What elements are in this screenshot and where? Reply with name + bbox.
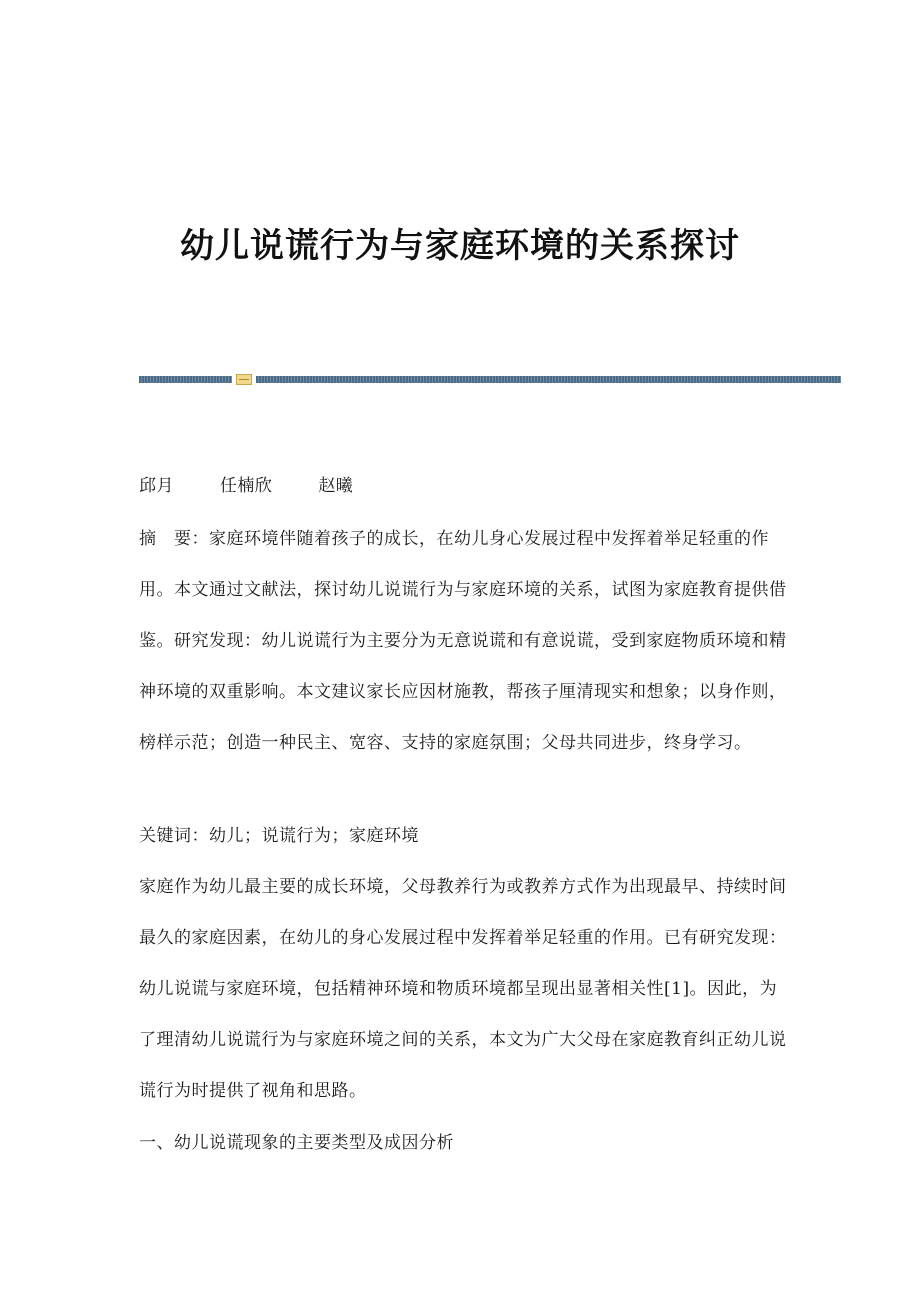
divider-bar-right xyxy=(256,376,841,383)
author-list xyxy=(139,461,789,512)
intro-paragraph: 家庭作为幼儿最主要的成长环境，父母教养行为或教养方式作为出现最早、持续时间最久的家庭因素，在幼儿的身心发展过程中发挥着举足轻重的作用。已有研究发现：幼儿说谎与家庭环境，包括精神环境和物质环境都呈现出显著相关性[1]。因此，为了理清幼儿说谎行为与家庭环境之间的关系，本文为广大父母在家庭教育纠正幼儿说谎行为时提供了视角和思路。 xyxy=(139,877,787,1101)
divider-ornament-icon xyxy=(236,374,252,385)
section-heading: 一、幼儿说谎现象的主要类型及成因分析 xyxy=(139,1133,454,1153)
author-name: 赵曦 xyxy=(318,476,354,496)
author-name: 邱月 xyxy=(139,476,174,496)
author-name: 任楠欣 xyxy=(219,476,273,496)
abstract-paragraph: 摘 要：家庭环境伴随着孩子的成长，在幼儿身心发展过程中发挥着举足轻重的作用。本文通过文献法，探讨幼儿说谎行为与家庭环境的关系，试图为家庭教育提供借鉴。研究发现：幼儿说谎行为主要分为无意说谎和有意说谎，受到家庭物质环境和精神环境的双重影响。本文建议家长应因材施教，帮孩子厘清现实和想象；以身作则，榜样示范；创造一种民主、宽容、支持的家庭氛围；父母共同进步，终身学习。 xyxy=(139,529,787,753)
title-divider xyxy=(139,374,841,384)
keywords-line: 关键词：幼儿；说谎行为；家庭环境 xyxy=(139,826,419,846)
document-title: 幼儿说谎行为与家庭环境的关系探讨 xyxy=(180,226,740,266)
divider-bar-left xyxy=(139,376,232,383)
